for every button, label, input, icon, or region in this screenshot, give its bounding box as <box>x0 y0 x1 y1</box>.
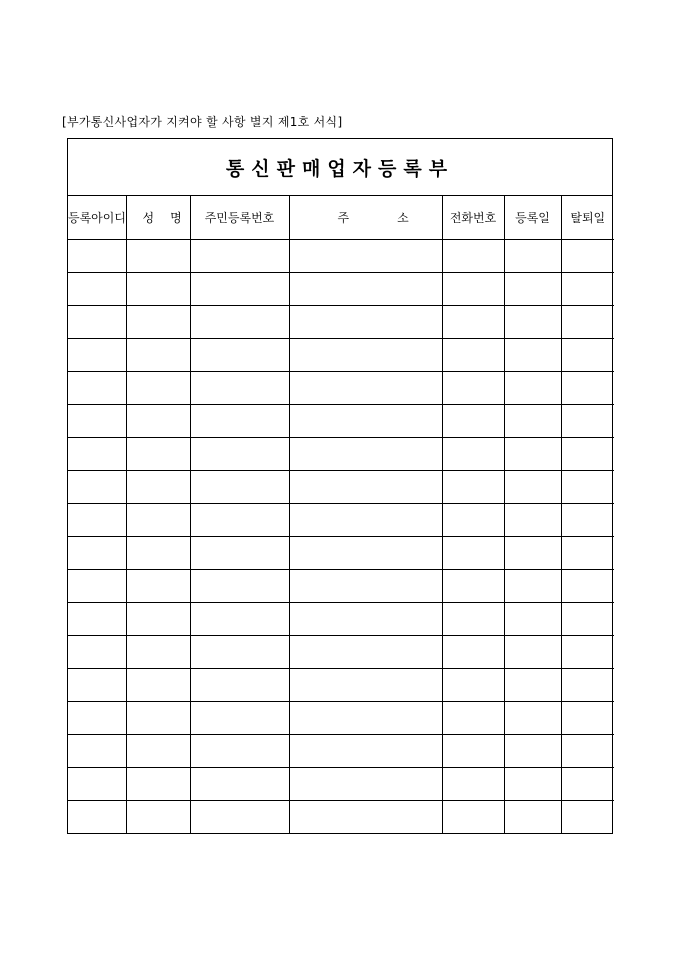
form-caption: [부가통신사업자가 지켜야 할 사항 별지 제1호 서식] <box>62 115 343 129</box>
table-row <box>68 471 614 504</box>
resident-number-cell[interactable] <box>190 405 289 438</box>
name-cell[interactable] <box>126 372 190 405</box>
phone-cell[interactable] <box>442 504 504 537</box>
withdrawal-date-cell[interactable] <box>561 768 614 801</box>
resident-number-cell[interactable] <box>190 273 289 306</box>
register-body <box>68 240 614 834</box>
table-row <box>68 537 614 570</box>
resident-number-cell[interactable] <box>190 504 289 537</box>
address-cell[interactable] <box>289 240 442 273</box>
withdrawal-date-cell[interactable] <box>561 306 614 339</box>
registration-date-cell[interactable] <box>504 702 561 735</box>
address-cell[interactable] <box>289 339 442 372</box>
registration-id-cell[interactable] <box>68 372 126 405</box>
phone-cell[interactable] <box>442 372 504 405</box>
address-cell[interactable] <box>289 801 442 834</box>
table-row <box>68 603 614 636</box>
address-cell[interactable] <box>289 669 442 702</box>
resident-number-cell[interactable] <box>190 339 289 372</box>
registration-id-cell[interactable] <box>68 438 126 471</box>
name-cell[interactable] <box>126 570 190 603</box>
withdrawal-date-cell[interactable] <box>561 636 614 669</box>
table-row <box>68 768 614 801</box>
name-cell[interactable] <box>126 735 190 768</box>
address-cell[interactable] <box>289 438 442 471</box>
registration-id-cell[interactable] <box>68 504 126 537</box>
name-cell[interactable] <box>126 801 190 834</box>
phone-cell[interactable] <box>442 801 504 834</box>
registration-date-cell[interactable] <box>504 372 561 405</box>
table-row <box>68 438 614 471</box>
column-header-registration-date: 등록일 <box>504 196 561 240</box>
table-row <box>68 306 614 339</box>
registration-id-cell[interactable] <box>68 306 126 339</box>
column-header-name <box>126 196 198 240</box>
registration-date-cell[interactable] <box>504 570 561 603</box>
phone-cell[interactable] <box>442 768 504 801</box>
name-cell[interactable] <box>126 537 190 570</box>
registration-id-cell[interactable] <box>68 801 126 834</box>
address-cell[interactable] <box>289 405 442 438</box>
table-row <box>68 405 614 438</box>
resident-number-cell[interactable] <box>190 537 289 570</box>
registration-date-cell[interactable] <box>504 603 561 636</box>
phone-cell[interactable] <box>442 669 504 702</box>
registration-id-cell[interactable] <box>68 702 126 735</box>
withdrawal-date-cell[interactable] <box>561 504 614 537</box>
table-row <box>68 372 614 405</box>
address-cell[interactable] <box>289 471 442 504</box>
resident-number-cell[interactable] <box>190 438 289 471</box>
table-row <box>68 669 614 702</box>
resident-number-cell[interactable] <box>190 801 289 834</box>
registration-id-cell[interactable] <box>68 735 126 768</box>
phone-cell[interactable] <box>442 471 504 504</box>
withdrawal-date-cell[interactable] <box>561 735 614 768</box>
name-cell[interactable] <box>126 669 190 702</box>
withdrawal-date-cell[interactable] <box>561 471 614 504</box>
column-header-withdrawal-date: 탈퇴일 <box>561 196 614 240</box>
withdrawal-date-cell[interactable] <box>561 405 614 438</box>
registration-id-cell[interactable] <box>68 636 126 669</box>
column-header-registration-id: 등록아이디 <box>68 196 126 240</box>
withdrawal-date-cell[interactable] <box>561 570 614 603</box>
table-row <box>68 735 614 768</box>
withdrawal-date-cell[interactable] <box>561 438 614 471</box>
registration-date-cell[interactable] <box>504 768 561 801</box>
phone-cell[interactable] <box>442 240 504 273</box>
name-cell[interactable] <box>126 339 190 372</box>
resident-number-cell[interactable] <box>190 603 289 636</box>
address-cell[interactable] <box>289 504 442 537</box>
withdrawal-date-cell[interactable] <box>561 603 614 636</box>
phone-cell[interactable] <box>442 570 504 603</box>
withdrawal-date-cell[interactable] <box>561 339 614 372</box>
withdrawal-date-cell[interactable] <box>561 372 614 405</box>
withdrawal-date-cell[interactable] <box>561 273 614 306</box>
resident-number-cell[interactable] <box>190 702 289 735</box>
registration-date-cell[interactable] <box>504 504 561 537</box>
table-row <box>68 636 614 669</box>
registration-id-cell[interactable] <box>68 471 126 504</box>
registration-date-cell[interactable] <box>504 735 561 768</box>
address-cell[interactable] <box>289 603 442 636</box>
column-header-phone: 전화번호 <box>442 196 504 240</box>
registration-date-cell[interactable] <box>504 636 561 669</box>
phone-cell[interactable] <box>442 438 504 471</box>
name-cell[interactable] <box>126 240 190 273</box>
resident-number-cell[interactable] <box>190 240 289 273</box>
address-cell[interactable] <box>289 372 442 405</box>
registration-date-cell[interactable] <box>504 438 561 471</box>
resident-number-cell[interactable] <box>190 306 289 339</box>
name-cell[interactable] <box>126 273 190 306</box>
registration-date-cell[interactable] <box>504 240 561 273</box>
phone-cell[interactable] <box>442 636 504 669</box>
address-cell[interactable] <box>289 636 442 669</box>
resident-number-cell[interactable] <box>190 471 289 504</box>
resident-number-cell[interactable] <box>190 669 289 702</box>
phone-cell[interactable] <box>442 339 504 372</box>
registration-id-cell[interactable] <box>68 537 126 570</box>
withdrawal-date-cell[interactable] <box>561 240 614 273</box>
resident-number-cell[interactable] <box>190 768 289 801</box>
table-row <box>68 504 614 537</box>
address-cell[interactable] <box>289 702 442 735</box>
form-title: 통신판매업자등록부 <box>68 139 612 196</box>
phone-cell[interactable] <box>442 537 504 570</box>
registration-date-cell[interactable] <box>504 306 561 339</box>
name-cell[interactable] <box>126 438 190 471</box>
registration-id-cell[interactable] <box>68 405 126 438</box>
table-row <box>68 273 614 306</box>
registration-id-cell[interactable] <box>68 669 126 702</box>
name-cell[interactable] <box>126 405 190 438</box>
registration-id-cell[interactable] <box>68 339 126 372</box>
resident-number-cell[interactable] <box>190 735 289 768</box>
name-cell[interactable] <box>126 603 190 636</box>
registration-date-cell[interactable] <box>504 669 561 702</box>
name-cell[interactable] <box>126 504 190 537</box>
table-row <box>68 240 614 273</box>
withdrawal-date-cell[interactable] <box>561 669 614 702</box>
address-cell[interactable] <box>289 537 442 570</box>
name-cell[interactable] <box>126 636 190 669</box>
phone-cell[interactable] <box>442 405 504 438</box>
column-header-address-label: 주소 <box>337 211 457 225</box>
phone-cell[interactable] <box>442 306 504 339</box>
registration-date-cell[interactable] <box>504 339 561 372</box>
resident-number-cell[interactable] <box>190 372 289 405</box>
name-cell[interactable] <box>126 471 190 504</box>
phone-cell[interactable] <box>442 702 504 735</box>
address-cell[interactable] <box>289 306 442 339</box>
address-cell[interactable] <box>289 570 442 603</box>
table-row <box>68 801 614 834</box>
table-row <box>68 702 614 735</box>
register-table <box>68 196 614 833</box>
withdrawal-date-cell[interactable] <box>561 702 614 735</box>
withdrawal-date-cell[interactable] <box>561 801 614 834</box>
resident-number-cell[interactable] <box>190 570 289 603</box>
withdrawal-date-cell[interactable] <box>561 537 614 570</box>
registration-date-cell[interactable] <box>504 405 561 438</box>
address-cell[interactable] <box>289 273 442 306</box>
name-cell[interactable] <box>126 768 190 801</box>
address-cell[interactable] <box>289 768 442 801</box>
registration-date-cell[interactable] <box>504 537 561 570</box>
registration-date-cell[interactable] <box>504 801 561 834</box>
registration-date-cell[interactable] <box>504 273 561 306</box>
phone-cell[interactable] <box>442 273 504 306</box>
registration-id-cell[interactable] <box>68 603 126 636</box>
registration-id-cell[interactable] <box>68 240 126 273</box>
registration-date-cell[interactable] <box>504 471 561 504</box>
phone-cell[interactable] <box>442 735 504 768</box>
column-header-name-label: 성명 <box>142 211 198 225</box>
header-row <box>68 196 614 240</box>
resident-number-cell[interactable] <box>190 636 289 669</box>
registration-form <box>67 138 613 834</box>
table-row <box>68 339 614 372</box>
address-cell[interactable] <box>289 735 442 768</box>
registration-id-cell[interactable] <box>68 570 126 603</box>
name-cell[interactable] <box>126 702 190 735</box>
column-header-resident-number: 주민등록번호 <box>190 196 289 240</box>
phone-cell[interactable] <box>442 603 504 636</box>
name-cell[interactable] <box>126 306 190 339</box>
registration-id-cell[interactable] <box>68 273 126 306</box>
table-row <box>68 570 614 603</box>
column-header-address <box>289 196 457 240</box>
registration-id-cell[interactable] <box>68 768 126 801</box>
